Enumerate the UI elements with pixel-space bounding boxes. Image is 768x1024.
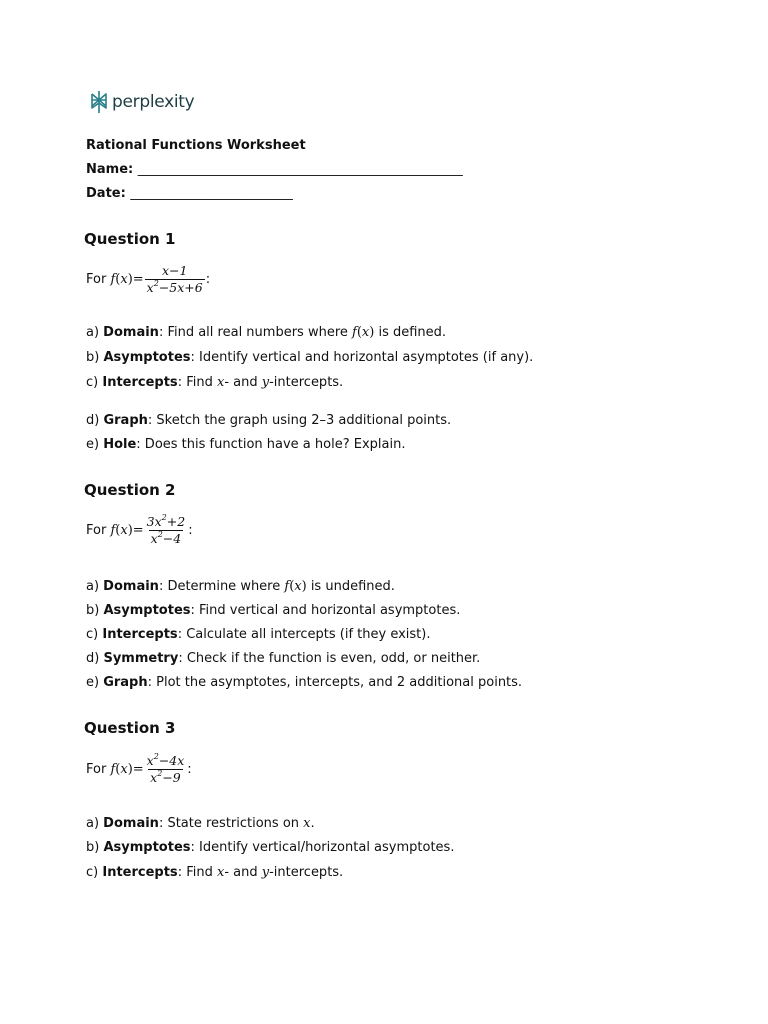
question-3-item-a: a) Domain: State restrictions on x.	[86, 816, 315, 831]
formula-prefix: For	[86, 762, 107, 777]
question-2-item-b: b) Asymptotes: Find vertical and horizontal asymptotes.	[86, 603, 461, 618]
question-2-item-e: e) Graph: Plot the asymptotes, intercepts, and 2 additional points.	[86, 675, 523, 690]
question-3-formula: For f ( x )= $\frac{x^2-4x}{x^2-9}$ :	[86, 752, 192, 785]
question-1-item-e: e) Hole: Does this function have a hole? Explain.	[86, 437, 406, 452]
perplexity-logo	[89, 90, 194, 114]
formula-suffix: :	[188, 523, 193, 538]
question-2-title: Question 2	[84, 481, 176, 499]
perplexity-logo-icon	[89, 90, 109, 114]
name-label: Name:	[86, 162, 134, 177]
denominator: $x^2-9$	[150, 769, 181, 785]
question-3-item-c: c) Intercepts: Find x- and y-intercepts.	[86, 865, 344, 880]
denominator: $x^2-4$	[150, 530, 182, 546]
question-3-item-b: b) Asymptotes: Identify vertical/horizontal asymptotes.	[86, 840, 455, 855]
date-label: Date:	[86, 186, 126, 201]
fraction	[145, 754, 187, 785]
date-line	[86, 186, 293, 201]
numerator: x−1	[161, 263, 188, 278]
logo-wordmark: perplexity	[112, 92, 195, 112]
formula-suffix: :	[187, 762, 192, 777]
question-1-item-a: a) Domain: Find all real numbers where f(x) is defined.	[86, 325, 447, 340]
question-1-title: Question 1	[84, 230, 176, 248]
fraction	[145, 264, 205, 295]
question-3-title: Question 3	[84, 719, 176, 737]
formula-prefix: For	[86, 272, 107, 287]
function-name: f	[110, 272, 116, 287]
function-arg: x	[120, 523, 128, 538]
question-1-formula: For f ( x )= $\frac{x-1}{x^2-5x+6}$ :	[86, 263, 211, 295]
question-2-item-a: a) Domain: Determine where f(x) is undefined.	[86, 579, 395, 594]
question-1-item-d: d) Graph: Sketch the graph using 2–3 additional points.	[86, 413, 452, 428]
question-1-item-c: c) Intercepts: Find x- and y-intercepts.	[86, 375, 344, 390]
date-blank: _________________________	[130, 186, 293, 201]
name-blank: __________________________________________________	[137, 162, 463, 177]
function-arg: x	[120, 762, 128, 777]
function-name: f	[110, 762, 116, 777]
question-1-item-b: b) Asymptotes: Identify vertical and horizontal asymptotes (if any).	[86, 350, 534, 365]
function-arg: x	[120, 272, 128, 287]
formula-prefix: For	[86, 523, 107, 538]
numerator: $x^2-4x$	[146, 752, 185, 768]
fraction	[145, 515, 188, 546]
question-2-formula: For f ( x )= $\frac{3x^2+2}{x^2-4}$ :	[86, 513, 193, 546]
question-2-item-c: c) Intercepts: Calculate all intercepts (if they exist).	[86, 627, 431, 642]
question-2-item-d: d) Symmetry: Check if the function is even, odd, or neither.	[86, 651, 481, 666]
function-name: f	[110, 523, 116, 538]
numerator: $3x^2+2$	[146, 513, 186, 529]
name-line	[86, 162, 463, 177]
worksheet-title: Rational Functions Worksheet	[86, 138, 306, 153]
denominator: $x^2-5x+6$	[146, 279, 203, 295]
formula-suffix: :	[205, 272, 211, 287]
